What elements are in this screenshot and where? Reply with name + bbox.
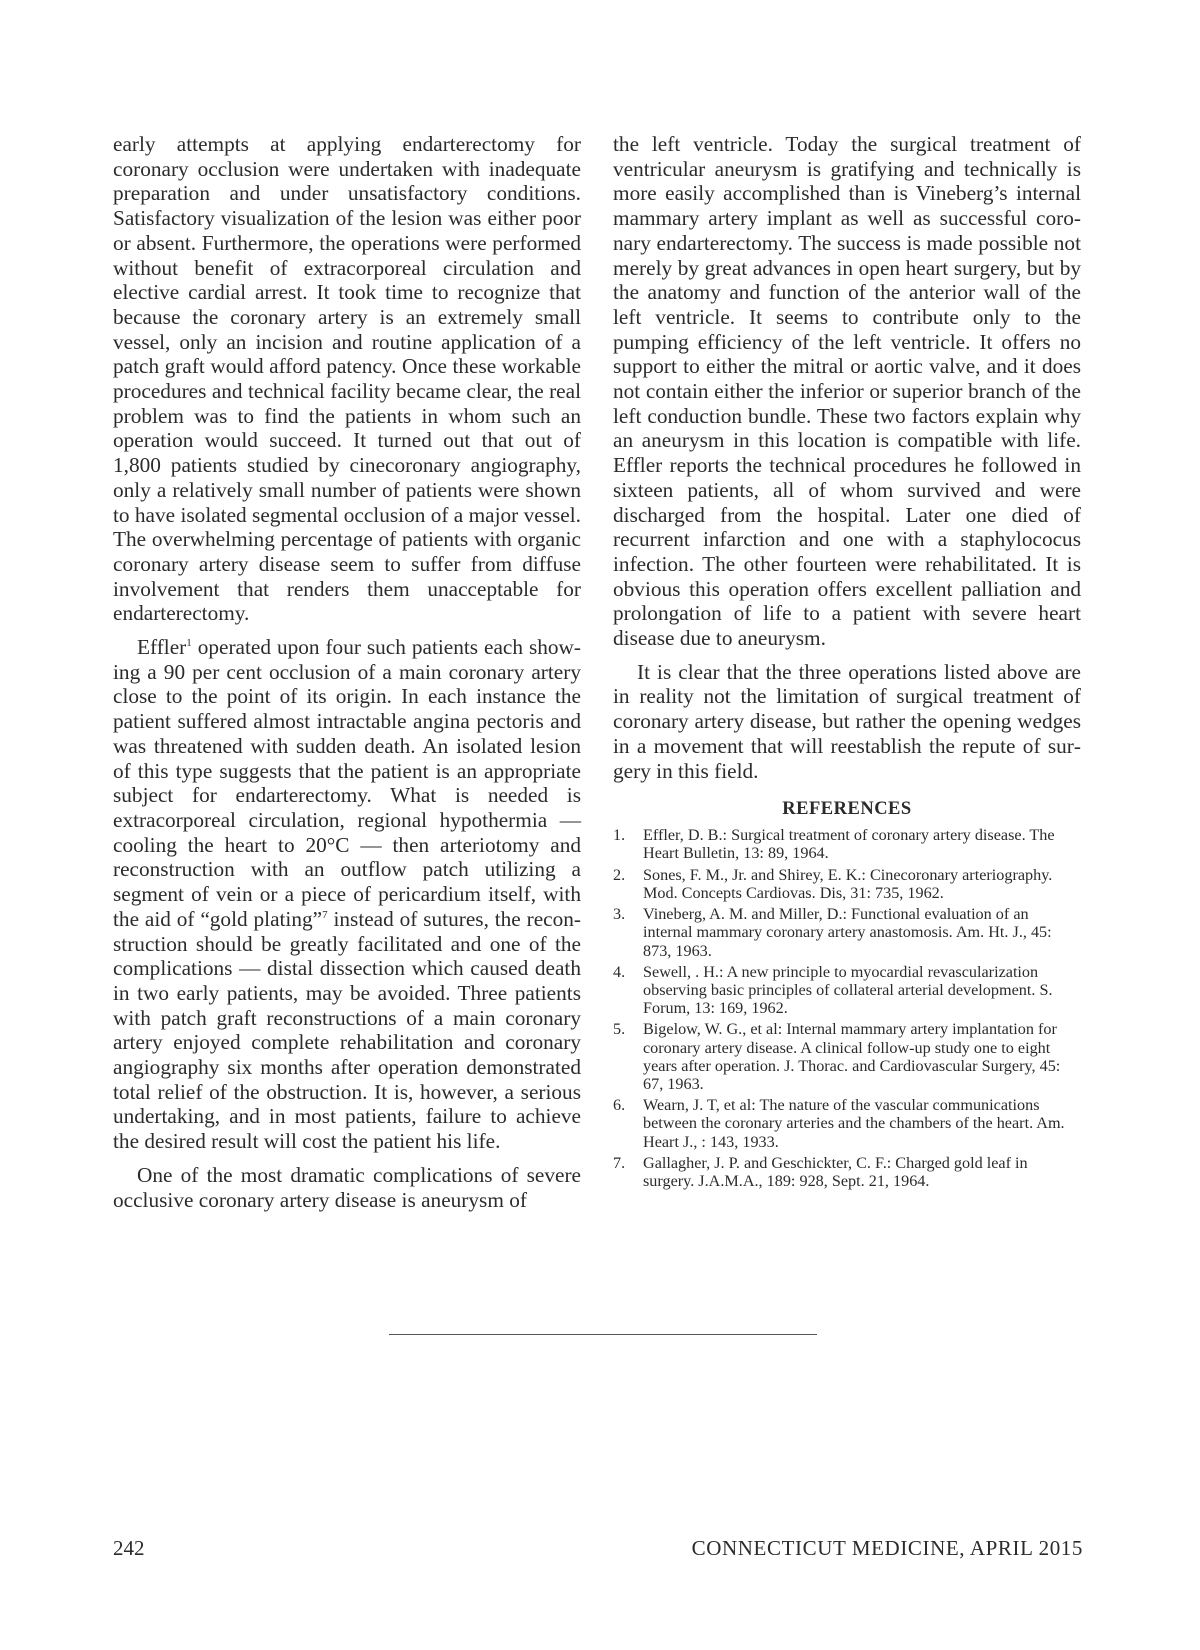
references-list <box>613 826 1081 1190</box>
reference-text: Bigelow, W. G., et al: Internal mammary artery implantation for coronary artery disease. A clinical follow-up study one to eight years after operation. J. Thorac. and Cardiovascular Surgery, 45: 67, 1963. <box>643 1020 1061 1093</box>
paragraph-text: instead of sutures, the reconstruction should be greatly facilitated and one of the complications — distal dissection which caused death in two early patients, may be avoided. Three patients with patch graft reconstructions of a main coronary artery enjoyed complete rehabilitation and coronary angiography six months after operation demonstrated total relief of the obstruction. It is, however, a serious undertaking, and in most patients, failure to achieve the desired result will cost the patient his life. <box>113 906 581 1154</box>
body-paragraph <box>113 635 581 1154</box>
reference-item <box>613 1154 1081 1190</box>
reference-text: Wearn, J. T, et al: The nature of the vascular communications between the coronary arteries and the chambers of the heart. Am. Heart J., : 143, 1933. <box>643 1096 1065 1151</box>
reference-text: Sewell, . H.: A new principle to myocardial revascularization observing basic principles of collateral arterial development. S. Forum, 13: 169, 1962. <box>643 962 1053 1018</box>
paragraph-lead: Effler <box>137 635 187 660</box>
reference-item <box>613 963 1081 1018</box>
journal-running-footer: CONNECTICUT MEDICINE, APRIL 2015 <box>691 1536 1083 1560</box>
reference-text: Vineberg, A. M. and Miller, D.: Functional evaluation of an internal mammary coronary artery anastomosis. Am. Ht. J., 45: 873, 1963. <box>643 905 1052 960</box>
left-column <box>113 132 581 1212</box>
reference-item <box>613 1020 1081 1093</box>
reference-text: Sones, F. M., Jr. and Shirey, E. K.: Cinecoronary arteriography. Mod. Concepts Cardiovas. Dis, 31: 735, 1962. <box>643 865 1053 902</box>
reference-item <box>613 1096 1081 1151</box>
paragraph-text: operated upon four such patients each showing a 90 per cent occlusion of a main coronary artery close to the point of its origin. In each instance the patient suffered almost intractable angina pectoris and was threatened with sudden death. An isolated lesion of this type suggests that the patient is an appropriate subject for endarterectomy. What is needed is extracorporeal circulation, regional hypothermia — cooling the heart to 20°C — then arteriotomy and reconstruction with an outflow patch utilizing a segment of vein or a piece of pericardium itself, with the aid of “gold plating” <box>113 635 581 931</box>
reference-item <box>613 826 1081 862</box>
body-paragraph: the left ventricle. Today the surgical treatment of ventricular aneurysm is gratifying and technically is more easily accomplished than is Vineberg’s internal mammary artery implant as well as successful coronary endarterectomy. The success is made possible not merely by great advances in open heart surgery, but by the anatomy and function of the anterior wall of the left ventricle. It seems to contribute only to the pumping efficiency of the left ventricle. It offers no support to either the mitral or aortic valve, and it does not contain either the inferior or superior branch of the left conduction bundle. These two factors explain why an aneurysm in this location is compatible with life. Effler reports the technical procedures he followed in sixteen patients, all of whom survived and were discharged from the hospital. Later one died of recurrent infarction and one with a staphylococus infection. The other fourteen were rehabilitated. It is obvious this operation offers excellent palliation and prolongation of life to a patient with severe heart disease due to aneurysm. <box>613 132 1081 651</box>
citation-superscript[interactable]: 7 <box>322 908 328 921</box>
right-column <box>613 132 1081 1193</box>
reference-number: 3. <box>613 905 626 924</box>
reference-number: 1. <box>613 826 626 845</box>
reference-number: 7. <box>613 1153 626 1172</box>
reference-number: 6. <box>613 1096 626 1115</box>
references-heading: REFERENCES <box>782 799 912 820</box>
body-paragraph: early attempts at applying endarterectomy for coronary occlusion were undertaken with inadequate preparation and under unsatisfactory conditions. Satisfactory visualization of the lesion was either poor or absent. Furthermore, the operations were performed without benefit of extracorporeal circulation and elective cardial arrest. It took time to recognize that because the coronary artery is an extremely small vessel, only an incision and routine application of a patch graft would afford patency. Once these workable procedures and technical facility became clear, the real problem was to find the patients in whom such an operation would succeed. It turned out that out of 1,800 patients studied by cinecoronary angiography, only a relatively small number of patients were shown to have isolated segmental occlusion of a major vessel. The overwhelming percentage of patients with organic coronary artery disease seem to suffer from diffuse involvement that renders them unacceptable for endarterectomy. <box>113 132 581 626</box>
page-number: 242 <box>113 1536 145 1560</box>
body-paragraph: It is clear that the three operations listed above are in reality not the limitation of surgical treatment of coronary artery disease, but rather the opening wedges in a movement that will reestablish the repute of surgery in this field. <box>613 659 1081 783</box>
reference-number: 4. <box>613 962 626 981</box>
reference-number: 2. <box>613 865 626 884</box>
section-divider <box>389 1334 817 1335</box>
reference-item <box>613 866 1081 902</box>
body-paragraph: One of the most dramatic complications of severe occlusive coronary artery disease is aneurysm of <box>113 1162 581 1212</box>
reference-text: Effler, D. B.: Surgical treatment of coronary artery disease. The Heart Bulletin, 13: 89, 1964. <box>643 826 1055 863</box>
reference-item <box>613 905 1081 960</box>
reference-text: Gallagher, J. P. and Geschickter, C. F.: Charged gold leaf in surgery. J.A.M.A., 189: 928, Sept. 21, 1964. <box>643 1153 1028 1190</box>
citation-superscript[interactable]: 1 <box>186 636 192 649</box>
reference-number: 5. <box>613 1020 626 1039</box>
